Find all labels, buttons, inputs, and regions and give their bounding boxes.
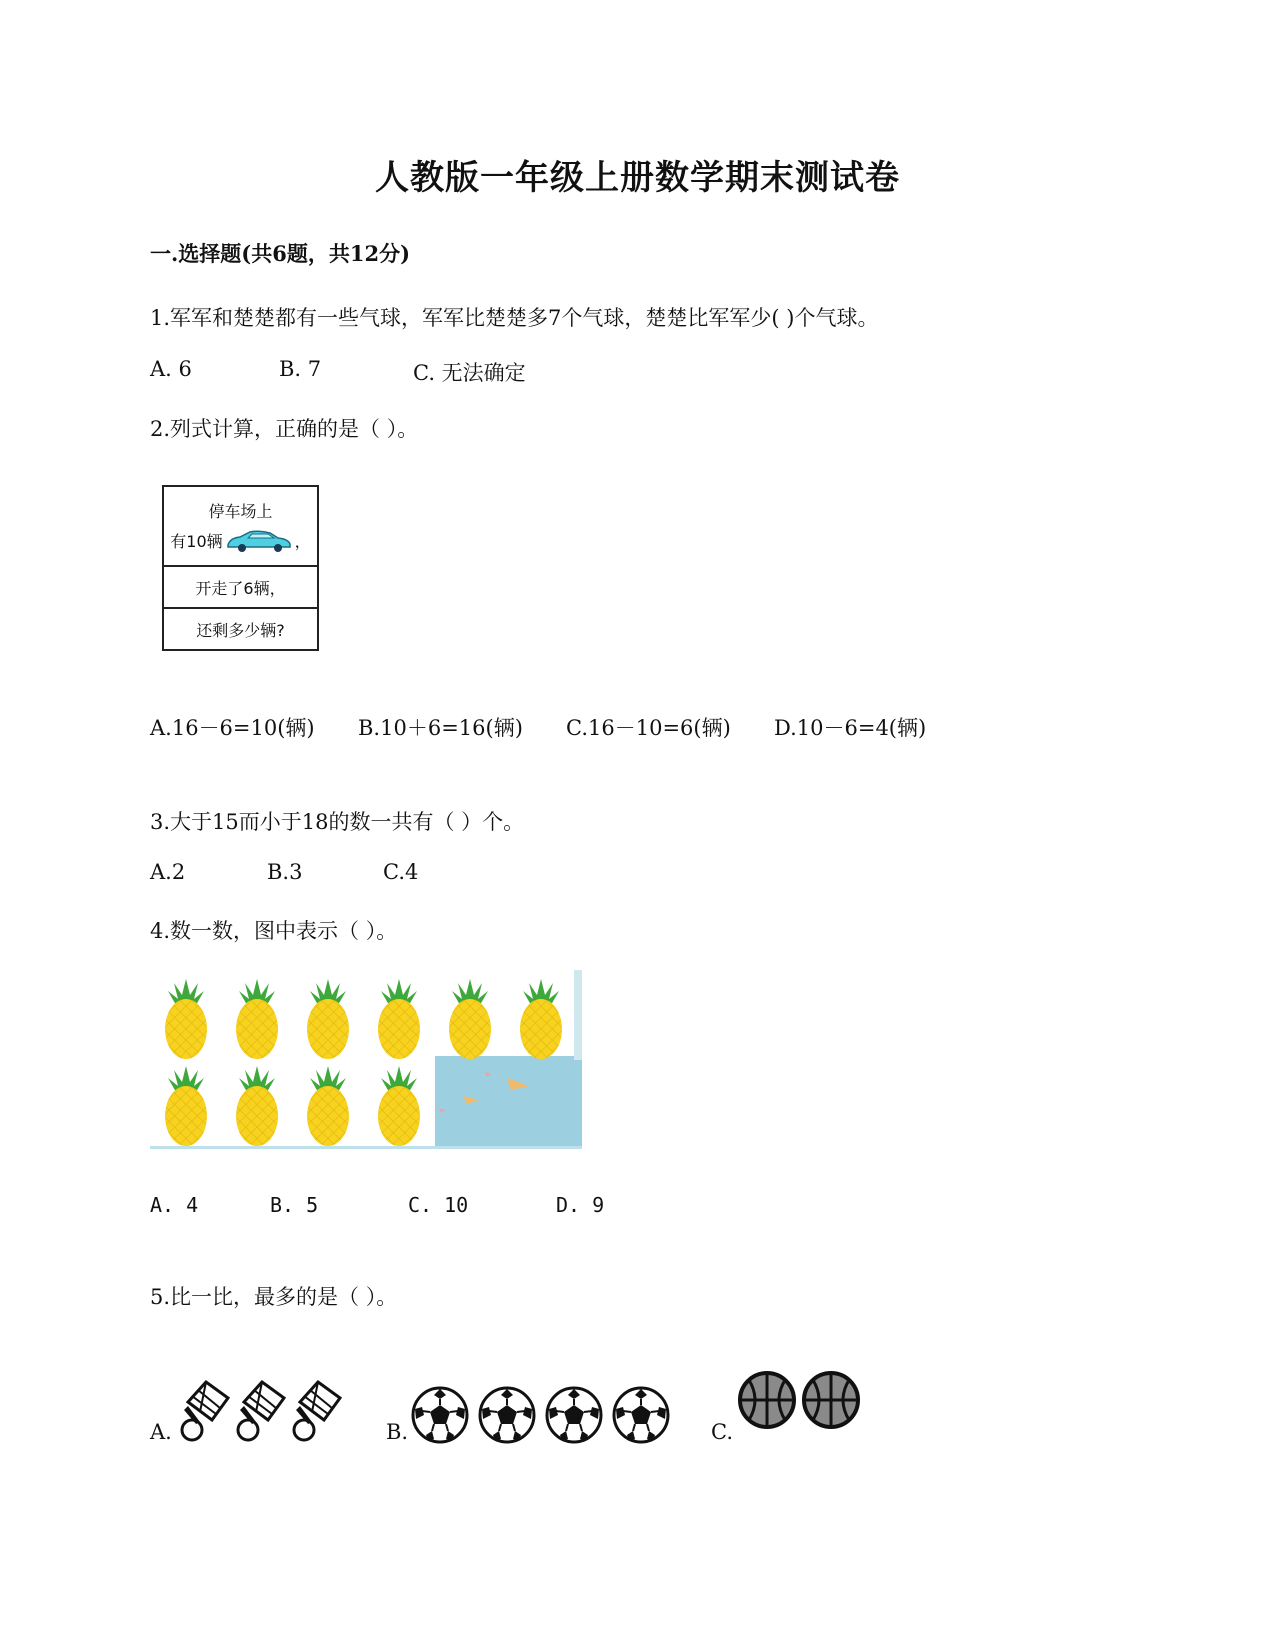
q4-option-d[interactable]: D. 9 (556, 1193, 605, 1217)
q5-option-a[interactable]: A. (150, 1420, 172, 1444)
basketball-icon (804, 1373, 858, 1427)
basketball-group (737, 1370, 865, 1432)
pineapple-icon (236, 1066, 278, 1146)
q4-option-c[interactable]: C. 10 (408, 1193, 469, 1217)
q2-option-d[interactable]: D.10－6=4(辆) (774, 716, 927, 740)
q4-option-a[interactable]: A. 4 (150, 1193, 199, 1217)
pineapple-icon (449, 979, 491, 1059)
shuttlecock-icon (238, 1382, 284, 1440)
pineapple-icon (378, 1066, 420, 1146)
soccer-ball-group (410, 1385, 672, 1449)
shuttlecock-group (176, 1378, 354, 1450)
q3-option-a[interactable]: A.2 (150, 860, 186, 884)
pineapple-icon (236, 979, 278, 1059)
box-line-2-comma: ， (294, 532, 311, 551)
question-2: 2.列式计算，正确的是（ ）。 (150, 417, 419, 441)
q5-option-c[interactable]: C. (711, 1420, 733, 1444)
q3-option-b[interactable]: B.3 (267, 860, 303, 884)
car-icon (224, 528, 294, 554)
box-line-4: 还剩多少辆? (164, 607, 317, 649)
soccer-ball-icon (547, 1388, 601, 1442)
pineapple-icon (165, 979, 207, 1059)
pineapple-icon (307, 1066, 349, 1146)
basketball-icon (740, 1373, 794, 1427)
question-5: 5.比一比，最多的是（ ）。 (150, 1285, 398, 1309)
question-3: 3.大于15而小于18的数一共有（ ）个。 (150, 810, 525, 834)
section-heading: 一.选择题(共6题，共12分) (150, 241, 411, 266)
pineapple-icon (520, 979, 562, 1059)
box-line-3: 开走了6辆， (164, 565, 317, 607)
soccer-ball-icon (480, 1388, 534, 1442)
soccer-ball-icon (413, 1388, 467, 1442)
q5-option-b[interactable]: B. (386, 1420, 409, 1444)
pineapple-icon (165, 1066, 207, 1146)
pineapple-grid (150, 970, 582, 1146)
q3-option-c[interactable]: C.4 (383, 860, 419, 884)
pineapple-icon (378, 979, 420, 1059)
pineapple-icon (307, 979, 349, 1059)
soccer-ball-icon (614, 1388, 668, 1442)
question-1: 1.军军和楚楚都有一些气球，军军比楚楚多7个气球，楚楚比军军少( )个气球。 (150, 306, 879, 330)
q4-option-b[interactable]: B. 5 (270, 1193, 319, 1217)
q2-option-c[interactable]: C.16－10=6(辆) (566, 716, 731, 740)
pineapple-picture (150, 970, 582, 1149)
parking-lot-problem-box (162, 485, 319, 651)
q1-option-a[interactable]: A. 6 (150, 357, 192, 381)
box-line-2: 有10辆 (170, 532, 223, 551)
q1-option-c[interactable]: C. 无法确定 (413, 361, 526, 385)
shuttlecock-icon (294, 1382, 340, 1440)
shuttlecock-icon (182, 1382, 228, 1440)
q2-option-a[interactable]: A.16－6=10(辆) (150, 716, 315, 740)
q2-option-b[interactable]: B.10＋6=16(辆) (358, 716, 523, 740)
question-4: 4.数一数，图中表示（ ）。 (150, 919, 398, 943)
box-line-1: 停车场上 (208, 501, 273, 521)
page-title: 人教版一年级上册数学期末测试卷 (375, 158, 900, 198)
q1-option-b[interactable]: B. 7 (279, 357, 322, 381)
